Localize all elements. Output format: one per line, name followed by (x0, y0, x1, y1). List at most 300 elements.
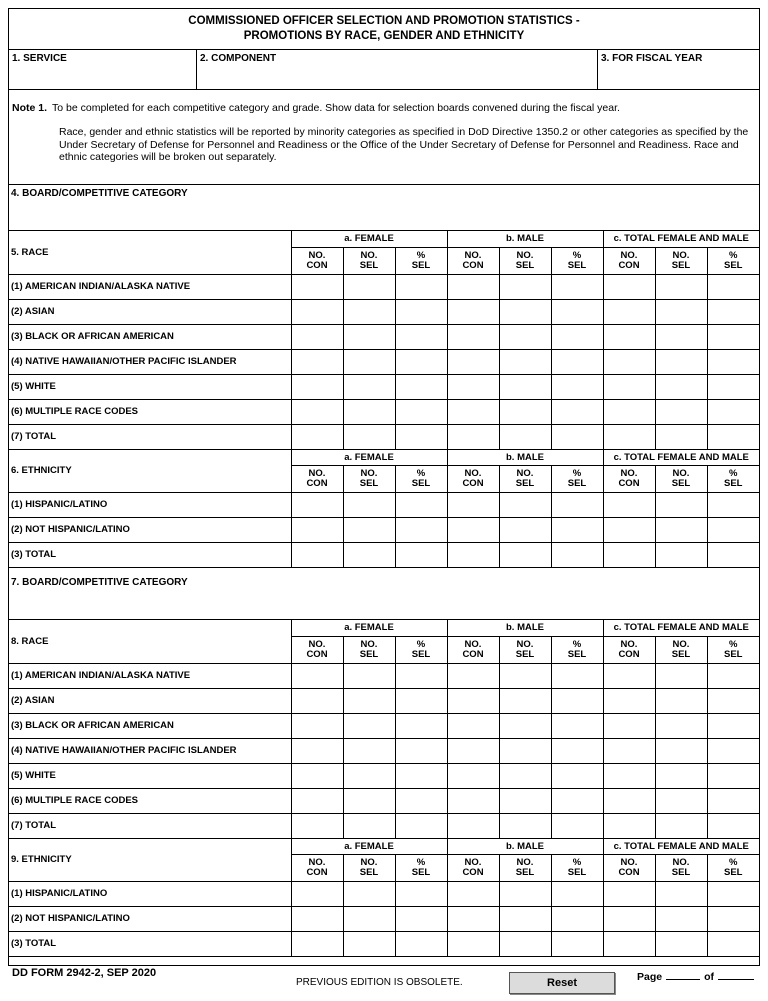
data-cell-input[interactable] (552, 814, 603, 838)
data-cell (499, 906, 551, 931)
data-cell-input[interactable] (292, 789, 343, 813)
data-cell-input[interactable] (708, 882, 760, 906)
data-cell-input[interactable] (656, 664, 707, 688)
board-category-field[interactable] (9, 573, 759, 620)
data-cell-input[interactable] (396, 789, 447, 813)
data-cell-input[interactable] (500, 664, 551, 688)
fiscal-year-label: 3. FOR FISCAL YEAR (601, 53, 703, 64)
data-cell-input[interactable] (656, 425, 707, 449)
data-cell-input[interactable] (448, 375, 499, 399)
data-cell (395, 931, 447, 956)
data-cell (603, 299, 655, 324)
data-cell-input[interactable] (552, 518, 603, 542)
data-cell (499, 274, 551, 299)
data-cell (655, 931, 707, 956)
data-cell-input[interactable] (344, 739, 395, 763)
data-cell-input[interactable] (292, 350, 343, 374)
data-cell-input[interactable] (344, 350, 395, 374)
data-cell-input[interactable] (292, 518, 343, 542)
board-category-field[interactable] (9, 184, 759, 231)
data-cell (291, 763, 343, 788)
data-cell (655, 763, 707, 788)
data-cell (395, 299, 447, 324)
data-cell-input[interactable] (500, 739, 551, 763)
column-sub-header: % SEL (395, 636, 447, 663)
data-cell-input[interactable] (656, 789, 707, 813)
data-cell-input[interactable] (396, 275, 447, 299)
data-cell-input[interactable] (292, 714, 343, 738)
data-cell-input[interactable] (500, 350, 551, 374)
data-cell-input[interactable] (500, 543, 551, 567)
data-cell-input[interactable] (344, 664, 395, 688)
data-cell (291, 813, 343, 838)
data-cell-input[interactable] (604, 325, 655, 349)
data-cell (551, 274, 603, 299)
data-cell-input[interactable] (500, 714, 551, 738)
data-cell-input[interactable] (448, 400, 499, 424)
data-cell-input[interactable] (656, 882, 707, 906)
data-cell-input[interactable] (396, 518, 447, 542)
data-cell-input[interactable] (552, 789, 603, 813)
data-cell-input[interactable] (396, 689, 447, 713)
data-cell-input[interactable] (656, 375, 707, 399)
data-cell-input[interactable] (552, 375, 603, 399)
data-cell-input[interactable] (292, 493, 343, 517)
notes-section (9, 90, 759, 185)
data-cell-input[interactable] (604, 300, 655, 324)
data-cell-input[interactable] (344, 907, 395, 931)
data-cell-input[interactable] (396, 882, 447, 906)
data-cell (395, 813, 447, 838)
form-footer (0, 966, 768, 1001)
column-group-header: a. FEMALE (291, 620, 447, 636)
row-label: (1) HISPANIC/LATINO (9, 492, 291, 517)
data-cell (499, 424, 551, 449)
data-cell-input[interactable] (396, 714, 447, 738)
data-cell (291, 713, 343, 738)
data-cell-input[interactable] (552, 300, 603, 324)
form-number: DD FORM 2942-2, SEP 2020 (12, 967, 157, 979)
component-cell (197, 50, 598, 89)
data-cell (551, 906, 603, 931)
data-cell (551, 813, 603, 838)
data-cell-input[interactable] (500, 814, 551, 838)
data-cell-input[interactable] (344, 932, 395, 956)
data-cell (655, 688, 707, 713)
data-cell (343, 424, 395, 449)
data-cell (551, 738, 603, 763)
data-cell-input[interactable] (292, 689, 343, 713)
data-cell (447, 713, 499, 738)
table-row (9, 374, 759, 399)
page-total-field[interactable] (718, 969, 754, 980)
data-cell-input[interactable] (708, 425, 760, 449)
data-cell-input[interactable] (552, 325, 603, 349)
data-cell (707, 517, 759, 542)
data-cell-input[interactable] (396, 664, 447, 688)
data-cell (707, 738, 759, 763)
data-cell-input[interactable] (448, 789, 499, 813)
data-cell-input[interactable] (604, 882, 655, 906)
data-cell-input[interactable] (604, 932, 655, 956)
data-cell-input[interactable] (552, 907, 603, 931)
column-sub-header: NO. CON (447, 465, 499, 492)
column-group-header: a. FEMALE (291, 449, 447, 465)
data-cell-input[interactable] (500, 400, 551, 424)
data-cell-input[interactable] (708, 275, 760, 299)
data-cell-input[interactable] (656, 350, 707, 374)
data-cell (707, 931, 759, 956)
data-cell (551, 542, 603, 567)
data-cell-input[interactable] (604, 543, 655, 567)
data-cell-input[interactable] (604, 425, 655, 449)
data-cell (291, 399, 343, 424)
data-cell (551, 399, 603, 424)
column-sub-header: NO. CON (603, 247, 655, 274)
column-group-header: b. MALE (447, 449, 603, 465)
data-cell-input[interactable] (500, 689, 551, 713)
data-cell-input[interactable] (500, 789, 551, 813)
data-cell-input[interactable] (396, 425, 447, 449)
data-cell-input[interactable] (344, 493, 395, 517)
data-cell-input[interactable] (292, 300, 343, 324)
data-cell-input[interactable] (552, 932, 603, 956)
data-cell-input[interactable] (292, 814, 343, 838)
data-cell (707, 374, 759, 399)
data-cell-input[interactable] (656, 714, 707, 738)
data-cell (551, 374, 603, 399)
column-sub-header: % SEL (707, 465, 759, 492)
data-cell-input[interactable] (552, 664, 603, 688)
data-cell-input[interactable] (396, 300, 447, 324)
data-cell-input[interactable] (708, 300, 760, 324)
fiscal-year-cell (598, 50, 759, 89)
column-sub-header: % SEL (707, 636, 759, 663)
column-sub-header: NO. CON (603, 636, 655, 663)
data-cell-input[interactable] (552, 350, 603, 374)
data-cell (447, 399, 499, 424)
data-cell-input[interactable] (396, 400, 447, 424)
data-cell-input[interactable] (344, 425, 395, 449)
data-cell-input[interactable] (708, 739, 760, 763)
data-cell (395, 713, 447, 738)
data-cell-input[interactable] (656, 739, 707, 763)
data-cell (707, 813, 759, 838)
data-cell-input[interactable] (344, 325, 395, 349)
data-cell (447, 663, 499, 688)
data-cell-input[interactable] (708, 907, 760, 931)
data-cell (499, 738, 551, 763)
data-cell-input[interactable] (396, 932, 447, 956)
data-cell-input[interactable] (344, 275, 395, 299)
data-cell-input[interactable] (552, 764, 603, 788)
data-cell (291, 738, 343, 763)
table-row (9, 517, 759, 542)
data-cell-input[interactable] (604, 714, 655, 738)
data-cell-input[interactable] (552, 400, 603, 424)
data-cell-input[interactable] (656, 493, 707, 517)
data-cell-input[interactable] (292, 543, 343, 567)
row-label: (5) WHITE (9, 763, 291, 788)
data-cell-input[interactable] (656, 543, 707, 567)
data-cell-input[interactable] (292, 907, 343, 931)
data-cell (655, 906, 707, 931)
data-cell-input[interactable] (500, 882, 551, 906)
data-cell-input[interactable] (708, 350, 760, 374)
data-cell-input[interactable] (448, 814, 499, 838)
column-sub-header: % SEL (551, 247, 603, 274)
data-cell (447, 813, 499, 838)
column-sub-header: NO. CON (291, 854, 343, 881)
column-group-header: c. TOTAL FEMALE AND MALE (603, 620, 759, 636)
data-cell-input[interactable] (656, 932, 707, 956)
note-2-text: Race, gender and ethnic statistics will be reported by minority categories as specified in DoD Directive 1350.2 or other categories as specified by the Under Secretary of Defense for Personnel and Readiness or the Office of the Under Secretary of Defense for Personnel and Readiness. Race and ethnic categories will be broken out separately. (59, 126, 749, 163)
data-cell-input[interactable] (604, 493, 655, 517)
data-cell-input[interactable] (448, 350, 499, 374)
data-cell (603, 492, 655, 517)
data-cell-input[interactable] (604, 814, 655, 838)
data-cell-input[interactable] (396, 325, 447, 349)
data-cell-input[interactable] (396, 543, 447, 567)
data-cell-input[interactable] (448, 493, 499, 517)
data-cell-input[interactable] (604, 764, 655, 788)
data-cell-input[interactable] (656, 764, 707, 788)
data-cell-input[interactable] (396, 907, 447, 931)
data-cell-input[interactable] (292, 764, 343, 788)
data-cell-input[interactable] (448, 907, 499, 931)
data-cell-input[interactable] (604, 907, 655, 931)
data-cell-input[interactable] (552, 714, 603, 738)
data-cell-input[interactable] (448, 425, 499, 449)
data-cell-input[interactable] (500, 907, 551, 931)
column-sub-header: NO. SEL (499, 636, 551, 663)
data-cell-input[interactable] (344, 689, 395, 713)
data-cell-input[interactable] (344, 882, 395, 906)
data-cell-input[interactable] (344, 764, 395, 788)
table-row (9, 324, 759, 349)
data-cell-input[interactable] (604, 689, 655, 713)
data-cell-input[interactable] (552, 425, 603, 449)
data-cell-input[interactable] (396, 493, 447, 517)
data-cell-input[interactable] (292, 375, 343, 399)
service-field[interactable] (11, 67, 194, 87)
data-cell (499, 788, 551, 813)
row-label: (3) BLACK OR AFRICAN AMERICAN (9, 324, 291, 349)
data-cell-input[interactable] (448, 739, 499, 763)
data-cell (499, 324, 551, 349)
data-cell-input[interactable] (708, 764, 760, 788)
data-cell (291, 274, 343, 299)
data-cell-input[interactable] (552, 689, 603, 713)
data-cell (655, 517, 707, 542)
data-cell (499, 517, 551, 542)
data-cell-input[interactable] (604, 664, 655, 688)
data-cell (655, 324, 707, 349)
data-cell-input[interactable] (656, 275, 707, 299)
data-cell (343, 517, 395, 542)
data-cell-input[interactable] (500, 300, 551, 324)
data-cell (499, 688, 551, 713)
data-cell (551, 517, 603, 542)
data-cell-input[interactable] (344, 300, 395, 324)
row-label: (7) TOTAL (9, 424, 291, 449)
data-cell-input[interactable] (708, 493, 760, 517)
row-label: (2) ASIAN (9, 688, 291, 713)
data-cell-input[interactable] (500, 932, 551, 956)
data-cell-input[interactable] (552, 275, 603, 299)
data-cell-input[interactable] (604, 375, 655, 399)
data-cell-input[interactable] (552, 493, 603, 517)
data-cell-input[interactable] (344, 714, 395, 738)
column-sub-header: NO. SEL (499, 465, 551, 492)
table-row (9, 788, 759, 813)
data-cell-input[interactable] (500, 325, 551, 349)
data-cell (499, 881, 551, 906)
column-sub-header: % SEL (395, 247, 447, 274)
data-cell-input[interactable] (708, 814, 760, 838)
reset-button[interactable]: Reset (509, 972, 615, 994)
race-table (9, 231, 759, 568)
data-cell-input[interactable] (604, 739, 655, 763)
data-cell-input[interactable] (708, 543, 760, 567)
data-cell-input[interactable] (656, 400, 707, 424)
data-cell (447, 542, 499, 567)
data-cell-input[interactable] (552, 543, 603, 567)
data-cell (655, 738, 707, 763)
data-cell-input[interactable] (604, 789, 655, 813)
data-cell-input[interactable] (448, 714, 499, 738)
data-cell-input[interactable] (396, 350, 447, 374)
data-cell-input[interactable] (292, 400, 343, 424)
data-cell-input[interactable] (708, 714, 760, 738)
data-cell (499, 813, 551, 838)
data-cell-input[interactable] (344, 814, 395, 838)
data-cell-input[interactable] (292, 325, 343, 349)
data-cell-input[interactable] (500, 425, 551, 449)
data-cell (343, 763, 395, 788)
data-cell-input[interactable] (604, 275, 655, 299)
data-cell (655, 881, 707, 906)
data-cell (395, 763, 447, 788)
data-cell-input[interactable] (656, 300, 707, 324)
column-sub-header: NO. SEL (655, 247, 707, 274)
data-cell-input[interactable] (656, 518, 707, 542)
data-cell-input[interactable] (396, 764, 447, 788)
data-cell-input[interactable] (656, 814, 707, 838)
row-label: (6) MULTIPLE RACE CODES (9, 399, 291, 424)
data-cell-input[interactable] (344, 518, 395, 542)
data-cell-input[interactable] (708, 932, 760, 956)
identification-row (9, 50, 759, 90)
board-category-label: 4. BOARD/COMPETITIVE CATEGORY (11, 188, 188, 199)
data-cell (655, 713, 707, 738)
data-cell-input[interactable] (448, 300, 499, 324)
data-cell-input[interactable] (292, 739, 343, 763)
data-cell-input[interactable] (708, 400, 760, 424)
data-cell-input[interactable] (448, 325, 499, 349)
data-cell-input[interactable] (708, 789, 760, 813)
data-cell-input[interactable] (500, 275, 551, 299)
data-cell-input[interactable] (552, 739, 603, 763)
data-cell-input[interactable] (708, 689, 760, 713)
data-cell-input[interactable] (448, 764, 499, 788)
data-cell-input[interactable] (396, 375, 447, 399)
table-row (9, 763, 759, 788)
fiscal-year-field[interactable] (600, 67, 757, 87)
data-cell-input[interactable] (292, 425, 343, 449)
component-field[interactable] (199, 67, 595, 87)
data-cell-input[interactable] (500, 518, 551, 542)
data-cell-input[interactable] (604, 518, 655, 542)
column-sub-header: NO. CON (291, 636, 343, 663)
data-cell (603, 881, 655, 906)
data-cell-input[interactable] (656, 325, 707, 349)
data-cell-input[interactable] (448, 882, 499, 906)
data-cell-input[interactable] (656, 907, 707, 931)
data-cell-input[interactable] (448, 518, 499, 542)
data-cell-input[interactable] (396, 739, 447, 763)
page-number (637, 969, 758, 983)
data-cell-input[interactable] (448, 689, 499, 713)
data-cell (655, 813, 707, 838)
data-cell-input[interactable] (344, 375, 395, 399)
data-cell (551, 324, 603, 349)
data-cell-input[interactable] (708, 664, 760, 688)
data-cell (395, 881, 447, 906)
data-cell-input[interactable] (396, 814, 447, 838)
data-cell-input[interactable] (604, 400, 655, 424)
data-cell (499, 349, 551, 374)
data-cell-input[interactable] (344, 789, 395, 813)
data-cell-input[interactable] (500, 764, 551, 788)
data-cell-input[interactable] (448, 664, 499, 688)
data-cell (343, 881, 395, 906)
data-cell-input[interactable] (448, 543, 499, 567)
data-cell (343, 813, 395, 838)
data-cell (291, 517, 343, 542)
row-label: (6) MULTIPLE RACE CODES (9, 788, 291, 813)
data-cell-input[interactable] (708, 375, 760, 399)
data-cell (343, 906, 395, 931)
data-cell-input[interactable] (604, 350, 655, 374)
column-sub-header: NO. SEL (499, 854, 551, 881)
data-cell-input[interactable] (292, 882, 343, 906)
data-cell-input[interactable] (344, 543, 395, 567)
page-current-field[interactable] (666, 969, 700, 980)
data-cell (551, 663, 603, 688)
data-cell-input[interactable] (292, 664, 343, 688)
data-cell-input[interactable] (500, 375, 551, 399)
data-cell-input[interactable] (448, 932, 499, 956)
data-cell-input[interactable] (552, 882, 603, 906)
data-cell-input[interactable] (292, 932, 343, 956)
data-cell (707, 788, 759, 813)
data-cell-input[interactable] (708, 518, 760, 542)
data-cell-input[interactable] (344, 400, 395, 424)
data-cell-input[interactable] (656, 689, 707, 713)
data-cell (603, 542, 655, 567)
data-cell (343, 688, 395, 713)
data-cell-input[interactable] (292, 275, 343, 299)
data-cell-input[interactable] (500, 493, 551, 517)
table-row (9, 906, 759, 931)
data-cell-input[interactable] (708, 325, 760, 349)
data-cell (603, 713, 655, 738)
data-cell (707, 274, 759, 299)
data-cell-input[interactable] (448, 275, 499, 299)
column-sub-header: % SEL (707, 854, 759, 881)
note-1-label: Note 1. (12, 102, 48, 114)
